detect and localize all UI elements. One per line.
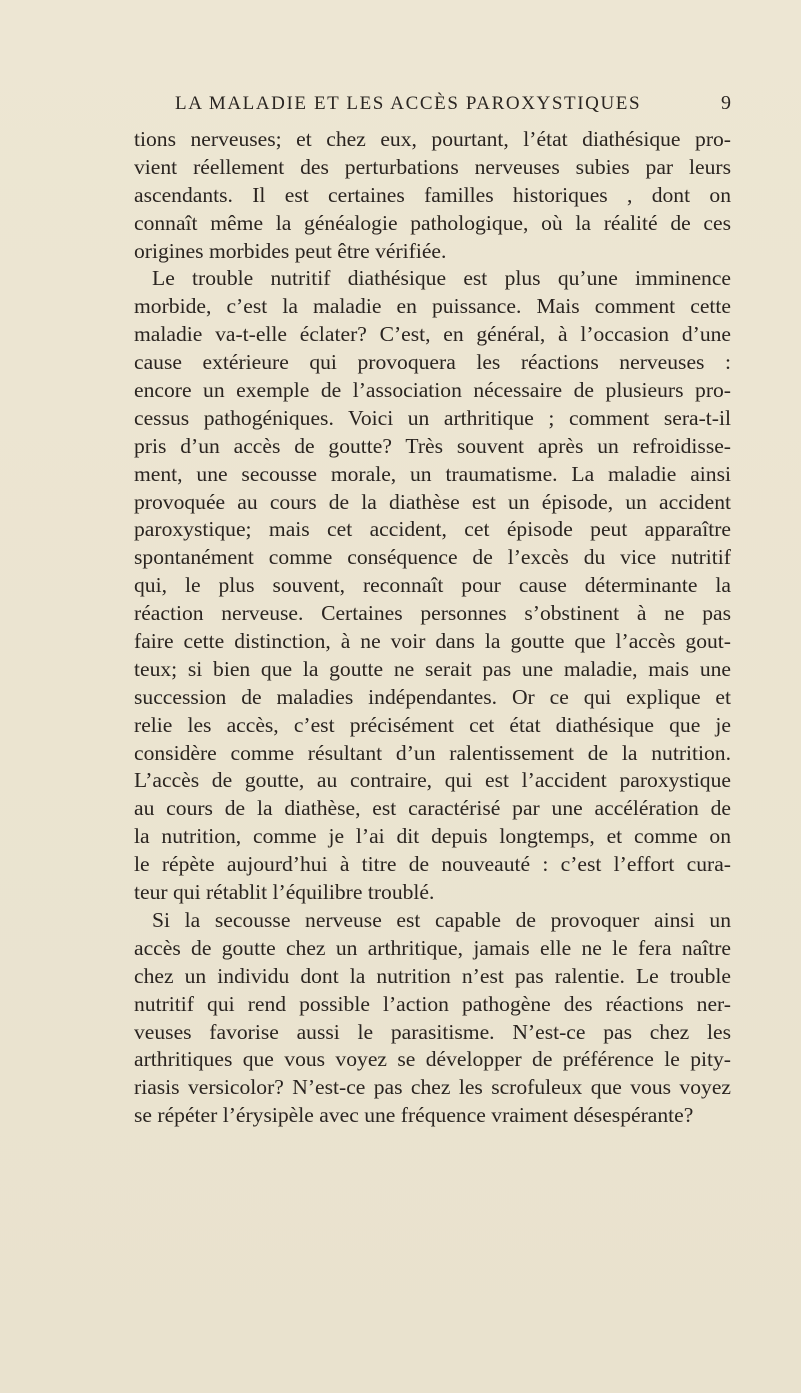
text-line: veuses favorise aussi le parasitisme. N’est-ce pas chez les bbox=[134, 1019, 731, 1044]
text-line: encore un exemple de l’association nécessaire de plusieurs pro- bbox=[134, 378, 731, 403]
text-line: L’accès de goutte, au contraire, qui est l’accident paroxystique bbox=[134, 768, 731, 793]
text-line: vient réellement des perturbations nerveuses subies par leurs bbox=[134, 154, 731, 179]
text-line: faire cette distinction, à ne voir dans la goutte que l’accès gout- bbox=[134, 629, 731, 654]
text-line: le répète aujourd’hui à titre de nouveauté : c’est l’effort cura- bbox=[134, 852, 731, 877]
text-line: origines morbides peut être vérifiée. bbox=[134, 238, 447, 263]
text-line: tions nerveuses; et chez eux, pourtant, l’état diathésique pro- bbox=[134, 127, 731, 151]
text-line: morbide, c’est la maladie en puissance. Mais comment cette bbox=[134, 294, 731, 319]
text-line: nutritif qui rend possible l’action pathogène des réactions ner- bbox=[134, 991, 731, 1016]
text-line: riasis versicolor? N’est-ce pas chez les scrofuleux que vous voyez bbox=[134, 1075, 731, 1100]
text-line: ascendants. Il est certaines familles historiques , dont on bbox=[134, 182, 731, 207]
text-line: chez un individu dont la nutrition n’est pas ralentie. Le trouble bbox=[134, 963, 731, 988]
text-line: la nutrition, comme je l’ai dit depuis longtemps, et comme on bbox=[134, 824, 731, 849]
text-line: teux; si bien que la goutte ne serait pas une maladie, mais une bbox=[134, 656, 731, 681]
text-line: considère comme résultant d’un ralentissement de la nutrition. bbox=[134, 740, 731, 765]
text-line: accès de goutte chez un arthritique, jamais elle ne le fera naître bbox=[134, 935, 731, 960]
text-line: ment, une secousse morale, un traumatisme. La maladie ainsi bbox=[134, 461, 731, 486]
text-line: teur qui rétablit l’équilibre troublé. bbox=[134, 880, 435, 905]
text-line: au cours de la diathèse, est caractérisé par une accélération de bbox=[134, 796, 731, 821]
text-line: cause extérieure qui provoquera les réactions nerveuses : bbox=[134, 350, 731, 375]
running-title: LA MALADIE ET LES ACCÈS PAROXYSTIQUES bbox=[175, 93, 642, 114]
text-line: provoquée au cours de la diathèse est un épisode, un accident bbox=[134, 489, 731, 514]
text-line: succession de maladies indépendantes. Or ce qui explique et bbox=[134, 684, 731, 709]
text-line: connaît même la généalogie pathologique, où la réalité de ces bbox=[134, 210, 731, 235]
text-line: spontanément comme conséquence de l’excès du vice nutritif bbox=[134, 545, 731, 570]
text-line: paroxystique; mais cet accident, cet épisode peut apparaître bbox=[134, 517, 731, 542]
text-line: pris d’un accès de goutte? Très souvent après un refroidisse- bbox=[134, 433, 731, 458]
body-text bbox=[134, 126, 731, 1130]
text-line: réaction nerveuse. Certaines personnes s’obstinent à ne pas bbox=[134, 601, 731, 626]
text-line: qui, le plus souvent, reconnaît pour cause déterminante la bbox=[134, 573, 731, 598]
text-line: arthritiques que vous voyez se développer de préférence le pity- bbox=[134, 1047, 731, 1072]
text-line: se répéter l’érysipèle avec une fréquence vraiment désespérante? bbox=[134, 1103, 694, 1128]
text-line: relie les accès, c’est précisément cet état diathésique que je bbox=[134, 712, 731, 737]
text-line: Le trouble nutritif diathésique est plus qu’une imminence bbox=[152, 266, 731, 291]
text-line: cessus pathogéniques. Voici un arthritique ; comment sera-t-il bbox=[134, 405, 731, 430]
page-header bbox=[175, 93, 731, 117]
text-line: maladie va-t-elle éclater? C’est, en général, à l’occasion d’une bbox=[134, 322, 731, 347]
text-line: Si la secousse nerveuse est capable de provoquer ainsi un bbox=[152, 907, 731, 932]
page-number: 9 bbox=[721, 92, 731, 114]
